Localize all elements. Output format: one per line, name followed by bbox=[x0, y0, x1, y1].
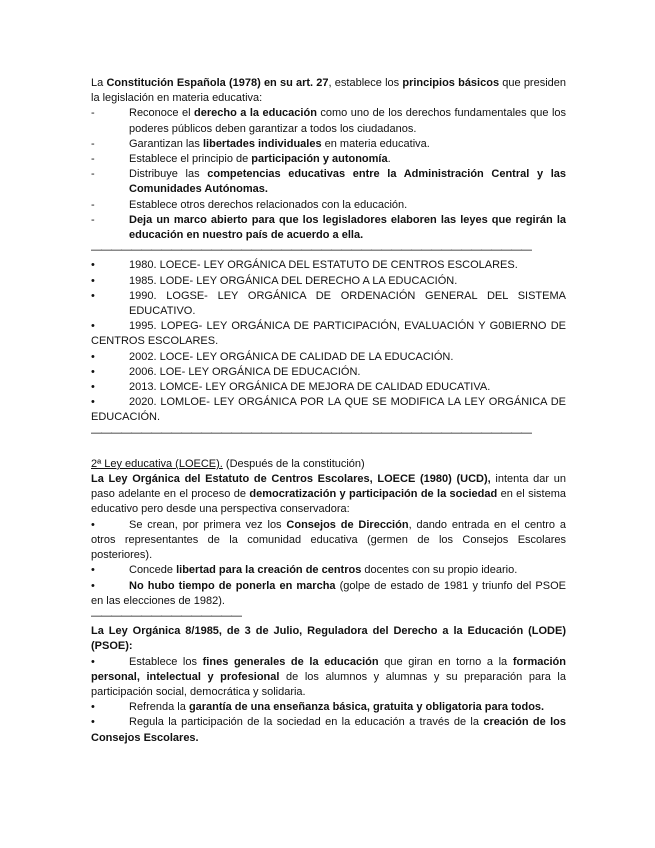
law-text: 1985. LODE- LEY ORGÁNICA DEL DERECHO A LA EDUCACIÓN. bbox=[129, 274, 458, 287]
dash-marker: - bbox=[91, 213, 95, 226]
section-heading: 2ª Ley educativa (LOECE). bbox=[91, 457, 223, 470]
divider-rule: ———————————————————————————————————————————— bbox=[91, 244, 531, 257]
item-text: Establece el principio de bbox=[129, 153, 252, 166]
item-text: . bbox=[387, 153, 391, 166]
item-text: que giran en torno a la bbox=[378, 655, 513, 668]
item-text: en materia educativa. bbox=[321, 137, 430, 150]
law-item-wrapped bbox=[91, 319, 566, 349]
law-item bbox=[91, 289, 566, 319]
list-item bbox=[91, 198, 566, 213]
bullet-marker: • bbox=[91, 274, 95, 287]
item-text: como uno de los derechos fundamentales que los poderes públicos deben garantizar a todos los ciudadanos. bbox=[129, 107, 567, 135]
law-text: 1995. LOPEG- LEY ORGÁNICA DE PARTICIPACIÓN, EVALUACIÓN Y G0BIERNO DE CENTROS ESCOLARES. bbox=[91, 320, 566, 348]
loece-bullet bbox=[91, 518, 566, 564]
list-item bbox=[91, 213, 566, 243]
bullet-marker: • bbox=[91, 259, 95, 272]
item-text: Reconoce el bbox=[129, 107, 195, 120]
bullet-marker: • bbox=[91, 320, 95, 333]
item-bold: Consejos de Dirección bbox=[286, 518, 409, 531]
law-item bbox=[91, 350, 566, 365]
item-text: Establece otros derechos relacionados con la educación. bbox=[129, 198, 408, 211]
document-page bbox=[91, 76, 566, 746]
item-bold: participación y autonomía bbox=[251, 153, 388, 166]
item-text: Regula la participación de la sociedad en la educación a través de la bbox=[129, 716, 484, 729]
item-text: Establece los bbox=[129, 655, 203, 668]
loece-bullet bbox=[91, 579, 566, 609]
list-item bbox=[91, 106, 566, 136]
paragraph-text: en el sistema educativo pero desde una perspectiva conservadora: bbox=[91, 488, 566, 516]
lode-bullet bbox=[91, 700, 566, 715]
item-text: Concede bbox=[129, 564, 177, 577]
law-text: 2020. LOMLOE- LEY ORGÁNICA POR LA QUE SE MODIFICA LA LEY ORGÁNICA DE EDUCACIÓN. bbox=[91, 396, 566, 424]
dash-marker: - bbox=[91, 153, 95, 166]
item-text: Se crean, por primera vez los bbox=[129, 518, 287, 531]
item-text: Distribuye las bbox=[129, 168, 208, 181]
bullet-marker: • bbox=[91, 350, 95, 363]
short-divider-rule: ——————————————— bbox=[91, 609, 241, 622]
intro-text: que presiden la legislación en materia educativa: bbox=[91, 77, 567, 105]
law-item bbox=[91, 380, 566, 395]
intro-text: La bbox=[91, 77, 107, 89]
item-text: Garantizan las bbox=[129, 137, 203, 150]
dash-marker: - bbox=[91, 107, 95, 120]
bullet-marker: • bbox=[91, 579, 95, 592]
item-text: , dando entrada en el centro a otros representantes de la comunidad educativa (germen de los Consejos Escolares posteriores). bbox=[91, 518, 567, 562]
law-item bbox=[91, 274, 566, 289]
list-item bbox=[91, 137, 566, 152]
item-bold: libertades individuales bbox=[202, 137, 322, 150]
bullet-marker: • bbox=[91, 365, 95, 378]
lode-bullet bbox=[91, 655, 566, 701]
item-bold: fines generales de la educación bbox=[202, 655, 379, 668]
section-heading: La Ley Orgánica 8/1985, de 3 de Julio, Reguladora del Derecho a la Educación (LODE) (PSOE): bbox=[91, 625, 566, 653]
law-text: 2013. LOMCE- LEY ORGÁNICA DE MEJORA DE CALIDAD EDUCATIVA. bbox=[129, 381, 491, 394]
loece-heading bbox=[91, 457, 566, 472]
lode-bullet bbox=[91, 715, 566, 745]
item-bold: creación de los Consejos Escolares. bbox=[91, 716, 566, 744]
law-text: 2002. LOCE- LEY ORGÁNICA DE CALIDAD DE LA EDUCACIÓN. bbox=[129, 350, 454, 363]
item-bold: garantía de una enseñanza básica, gratuita y obligatoria para todos. bbox=[188, 701, 545, 714]
loece-title: La Ley Orgánica del Estatuto de Centros Escolares, LOECE (1980) (UCD), bbox=[91, 473, 491, 486]
bullet-marker: • bbox=[91, 655, 95, 668]
bullet-marker: • bbox=[91, 564, 95, 577]
intro-paragraph bbox=[91, 76, 566, 106]
bullet-marker: • bbox=[91, 716, 95, 729]
dash-marker: - bbox=[91, 198, 95, 211]
bullet-marker: • bbox=[91, 518, 95, 531]
paragraph-bold: democratización y participación de la sociedad bbox=[249, 488, 498, 501]
lode-heading bbox=[91, 624, 566, 654]
article-ref: en su art. 27 bbox=[260, 77, 329, 89]
bullet-marker: • bbox=[91, 289, 95, 302]
dash-marker: - bbox=[91, 137, 95, 150]
list-item bbox=[91, 152, 566, 167]
bullet-marker: • bbox=[91, 701, 95, 714]
loece-paragraph bbox=[91, 472, 566, 518]
item-bold: derecho a la educación bbox=[194, 107, 317, 120]
intro-text: , establece los bbox=[328, 77, 403, 89]
item-text: Refrenda la bbox=[129, 701, 189, 714]
law-text: 1990. LOGSE- LEY ORGÁNICA DE ORDENACIÓN GENERAL DEL SISTEMA EDUCATIVO. bbox=[129, 289, 566, 318]
dash-marker: - bbox=[91, 168, 95, 181]
bullet-marker: • bbox=[91, 381, 95, 394]
principles-term: principios básicos bbox=[402, 77, 500, 89]
item-bold: libertad para la creación de centros bbox=[176, 564, 362, 577]
item-text: (golpe de estado de 1981 y triunfo del PSOE en las elecciones de 1982). bbox=[91, 579, 566, 607]
law-text: 2006. LOE- LEY ORGÁNICA DE EDUCACIÓN. bbox=[129, 365, 361, 378]
item-bold: Deja un marco abierto para que los legisladores elaboren las leyes que regirán la educación en nuestro país de acuerdo a ella. bbox=[129, 213, 566, 242]
law-text: 1980. LOECE- LEY ORGÁNICA DEL ESTATUTO DE CENTROS ESCOLARES. bbox=[129, 259, 518, 272]
law-item bbox=[91, 365, 566, 380]
item-bold: No hubo tiempo de ponerla en marcha bbox=[129, 579, 336, 592]
item-bold: formación personal, intelectual y profesional bbox=[91, 655, 566, 683]
paragraph-text: intenta dar un paso adelante en el proceso de bbox=[91, 473, 566, 501]
item-text: docentes con su propio ideario. bbox=[361, 564, 518, 577]
item-bold: competencias educativas entre la Administración Central y las Comunidades Autónomas. bbox=[129, 168, 566, 196]
heading-note: (Después de la constitución) bbox=[222, 457, 365, 470]
divider-rule: ———————————————————————————————————————————— bbox=[91, 426, 531, 439]
bullet-marker: • bbox=[91, 396, 95, 409]
list-item bbox=[91, 167, 566, 197]
constitution-title: Constitución Española (1978) bbox=[106, 77, 261, 89]
law-item-wrapped bbox=[91, 395, 566, 425]
loece-bullet bbox=[91, 563, 566, 578]
law-item bbox=[91, 258, 566, 273]
item-text: de los alumnos y alumnas y su preparación para la participación social, democrática y solidaria. bbox=[91, 670, 566, 698]
